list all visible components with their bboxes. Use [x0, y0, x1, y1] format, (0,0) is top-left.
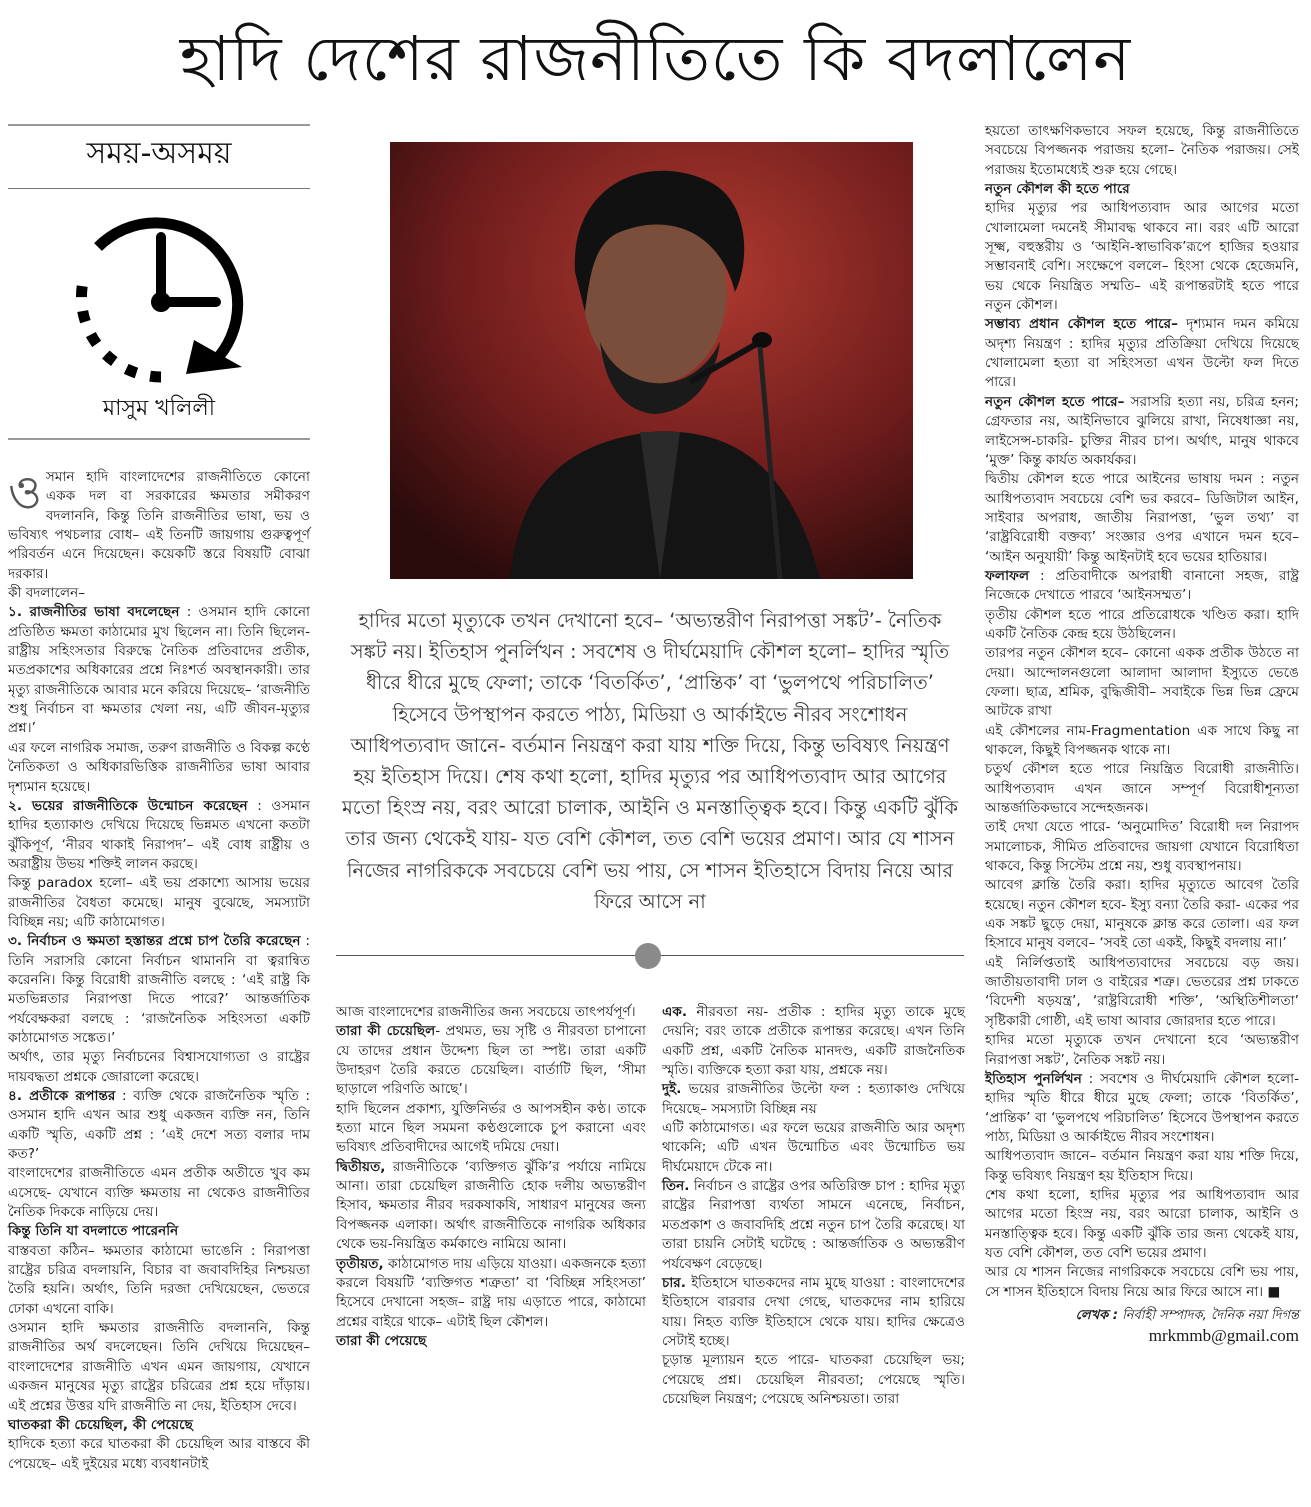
paragraph [985, 606, 1299, 645]
paragraph-text: বাস্তবতা কঠিন– ক্ষমতার কাঠামো ভাঙেনি : নিরাপত্তা রাষ্ট্রের চরিত্র বদলায়নি, বিচার বা জবাবদিহির নিশ্চয়তা তৈরি হয়নি। অর্থাৎ, তিনি দরজা দেখিয়েছেন, ভেতরে ঢোকা এখনো বাকি। [8, 1242, 310, 1317]
paragraph-lead: ৪. প্রতীকে রূপান্তর [8, 1088, 116, 1104]
left-column [8, 122, 310, 1474]
article-column-3 [662, 1003, 965, 1409]
column-header [8, 122, 310, 440]
paragraph [985, 644, 1299, 721]
paragraph [336, 1255, 646, 1332]
paragraph [336, 1003, 646, 1022]
section-divider [336, 943, 964, 969]
paragraph [8, 1164, 310, 1222]
clock-with-arrow-icon [66, 202, 256, 392]
paragraph [8, 1242, 310, 1319]
paragraph-text: দৃশ্যমান দমন কমিয়ে অদৃশ্য নিয়ন্ত্রণ : হাদির মৃত্যুর প্রতিক্রিয়া দেখিয়ে দিয়েছে খোলামেলা হত্যা বা সহিংসতা এখন উল্টো ফল দিতে পারে। [985, 316, 1299, 391]
paragraph [985, 760, 1299, 818]
paragraph-text: সরাসরি হত্যা নয়, চরিত্র হনন; গ্রেফতার নয়, আইনিভাবে ঝুলিয়ে রাখা, নিষেধাজ্ঞা নয়, লাইসেন্স-চাকরি- চুক্তির নীরব চাপ। অর্থাৎ, মানুষ থাকবে ‘মুক্ত’ কিন্তু কার্যত অকার্যকর। [985, 393, 1299, 468]
paragraph-text: : ওসমান হাদি কোনো প্রতিষ্ঠিত ক্ষমতা কাঠামোর মুখ ছিলেন না। তিনি ছিলেন- রাষ্ট্রীয় সহিংসতার বিরুদ্ধে নৈতিক প্রতিবাদের প্রতীক, মতপ্রকাশের অধিকারের প্রশ্নে নিঃশর্ত অবস্থানকারী। তার মৃত্যু রাজনীতিকে আবার মনে করিয়ে দিয়েছে– ‘রাজনীতি শুধু নির্বাচন বা ক্ষমতার খেলা নয়, এটি জীবন-মৃত্যুর প্রশ্ন।’ [8, 604, 311, 737]
paragraph-text: নির্বাচন ও রাষ্ট্রের ওপর অতিরিক্ত চাপ : হাদির মৃত্যু রাষ্ট্রের নিরাপত্তা ব্যর্থতা সামনে এনেছে, নির্বাচন, মতপ্রকাশ ও জবাবদিহি প্রশ্নে নতুন চাপ তৈরি করেছে। যা তারা চায়নি সেটাই ঘটেছে : আন্তর্জাতিক ও অভ্যন্তরীণ পর্যবেক্ষণ বেড়েছে। [662, 1178, 965, 1272]
paragraph-text: : প্রতিবাদীকে অপরাধী বানানো সহজ, রাষ্ট্র নিজেকে দেখাতে পারবে ‘আইনসম্মত’। [985, 567, 1299, 604]
paragraph [8, 1048, 310, 1087]
paragraph [985, 1147, 1299, 1186]
paragraph [662, 1080, 965, 1119]
paragraph [8, 465, 310, 584]
paragraph-text: কাঠামোগত দায় এড়িয়ে যাওয়া। একজনকে হত্যা করলে বিষয়টি ‘ব্যক্তিগত শত্রুতা’ বা ‘বিচ্ছিন্ন সহিংসতা’ হিসেবে দেখানো সহজ– রাষ্ট্র দায় এড়াতে পারে, কাঠামো প্রশ্নের বাইরে থাকে– এটাই ছিল কৌশল। [336, 1255, 646, 1330]
paragraph-text: অর্থাৎ, তার মৃত্যু নির্বাচনের বিশ্বাসযোগ্যতা ও রাষ্ট্রের দায়বদ্ধতা প্রশ্নকে জোরালো করেছে। [8, 1049, 310, 1085]
column-name: সময়-অসময় [86, 136, 232, 171]
paragraph-lead: চার. [662, 1274, 686, 1291]
lower-columns [336, 1003, 964, 1409]
paragraph-lead: ২. ভয়ের রাজনীতিকে উন্মোচন করেছেন [8, 797, 248, 814]
paragraph-lead: ১. রাজনীতির ভাষা বদলেছেন [8, 604, 180, 621]
paragraph-text: : তিনি সরাসরি কোনো নির্বাচন থামাননি বা ত্বরান্বিত করেননি। কিন্তু বিরোধী রাজনীতি বলছে : ‘এই রাষ্ট্র কি মতভিন্নতার নিরাপত্তা দিতে পারে?’ আন্তর্জাতিক পর্যবেক্ষকরা বলছে : ‘রাজনৈতিক সহিংসতা একটি কাঠামোগত সঙ্কেত।’ [8, 933, 311, 1046]
headline: হাদি দেশের রাজনীতিতে কি বদলালেন [179, 22, 1132, 95]
paragraph [985, 818, 1299, 876]
paragraph-text: আবেগ ক্লান্তি তৈরি করা। হাদির মৃত্যুতে আবেগ তৈরি হয়েছে। নতুন কৌশল হবে- ইস্যু বন্যা তৈরি করা- একের পর এক সঙ্কট ছুড়ে দেয়া, মানুষকে ক্লান্ত করে তোলা। এর ফল হিসাবে মানুষ বলবে– ‘সবই তো একই, কিছুই বদলায় না।’ [985, 877, 1299, 952]
paragraph-text: হয়তো তাৎক্ষণিকভাবে সফল হয়েছে, কিন্তু রাজনীতিতে সবচেয়ে বিপজ্জনক পরাজয় হলো– নৈতিক পরাজয়। সেই পরাজয় ইতোমধ্যেই শুরু হয়ে গেছে। [985, 123, 1299, 178]
paragraph-text: চতুর্থ কৌশল হতে পারে নিয়ন্ত্রিত বিরোধী রাজনীতি। আধিপত্যবাদ এখন জানে সম্পূর্ণ বিরোধীশূন্যতা আন্তর্জাতিকভাবে সন্দেহজনক। [985, 761, 1299, 817]
paragraph-lead: এক. [662, 1004, 688, 1021]
byline [985, 1306, 1299, 1325]
paragraph-text: এর ফলে নাগরিক সমাজ, তরুণ রাজনীতি ও বিকল্প কণ্ঠে নৈতিকতা ও অধিকারভিত্তিক রাজনীতির ভাষা আবার দৃশ্যমান হয়েছে। [8, 739, 310, 795]
paragraph-text: - প্রথমত, ভয় সৃষ্টি ও নীরবতা চাপানো যে তাদের প্রধান উদ্দেশ্য ছিল তা স্পষ্ট। তারা একটি উদাহরণ তৈরি করতে চেয়েছিল। বার্তাটি ছিল, ‘সীমা ছাড়ালে পরিণতি আছে’। [336, 1023, 646, 1098]
paragraph [985, 1263, 1299, 1302]
paragraph-text: এটি কাঠামোগত। এর ফলে ভয়ের রাজনীতি আর অদৃশ্য থাকেনি; এটি এখন উন্মোচিত এবং উন্মোচিত ভয় দীর্ঘমেয়াদে টেকে না। [662, 1120, 965, 1175]
paragraph-lead: তৃতীয়ত, [336, 1255, 384, 1272]
paragraph [336, 1022, 646, 1099]
paragraph-lead: ফলাফল [985, 567, 1030, 584]
pull-quote: হাদির মতো মৃত্যুকে তখন দেখানো হবে– ‘অভ্যন্তরীণ নিরাপত্তা সঙ্কট’- নৈতিক সঙ্কট নয়। ইতিহাস পুনর্লিখন : সবশেষ ও দীর্ঘমেয়াদি কৌশল হলো– হাদির স্মৃতি ধীরে ধীরে মুছে ফেলা; তাকে ‘বিতর্কিত’, ‘প্রান্তিক’ বা ‘ভুলপথে পরিচালিত’ হিসেবে উপস্থাপন করতে পাঠ্য, মিডিয়া ও আর্কাইভে নীরব সংশোধন আধিপত্যবাদ জানে- বর্তমান নিয়ন্ত্রণ করা যায় শক্তি দিয়ে, কিন্তু ভবিষ্যৎ নিয়ন্ত্রণ হয় ইতিহাস দিয়ে। শেষ কথা হলো, হাদির মৃত্যুর পর আধিপত্যবাদ আর আগের মতো হিংস্র নয়, বরং আরো চালাক, আইনি ও মনস্তাত্ত্বিক হবে। কিন্তু একটি ঝুঁকি তার জন্য থেকেই যায়- যত বেশি কৌশল, তত বেশি ভয়ের প্রমাণ। আর যে শাসন নিজের নাগরিককে সবচেয়ে বেশি ভয় পায়, সে শাসন ইতিহাসে বিদায় নিয়ে আর ফিরে আসে না [341, 609, 959, 913]
paragraph [8, 797, 310, 874]
paragraph-text: ওসমান হাদি ক্ষমতার রাজনীতি বদলাননি, কিন্তু রাজনীতির অর্থ বদলেছেন। তিনি দেখিয়ে দিয়েছেন– বাংলাদেশের রাজনীতি এখন এমন জায়গায়, যেখানে একজন মানুষের মৃত্যু রাষ্ট্রের চরিত্রের প্রশ্ন হয়ে দাঁড়ায়। এই প্রশ্নের উত্তর যদি রাজনীতি না দেয়, ইতিহাস দেবে। [8, 1320, 310, 1414]
paragraph-text: আর যে শাসন নিজের নাগরিককে সবচেয়ে বেশি ভয় পায়, সে শাসন ইতিহাসে বিদায় নিয়ে আর ফিরে আসে না। ■ [985, 1264, 1299, 1300]
paragraph-text: চূড়ান্ত মূল্যায়ন হতে পারে- ঘাতকরা চেয়েছিল ভয়; পেয়েছে প্রশ্ন। চেয়েছিল নীরবতা; পেয়েছে স্মৃতি। চেয়েছিল নিয়ন্ত্রণ; পেয়েছে অনিশ্চয়তা। তারা [662, 1352, 965, 1407]
paragraph-text: সমান হাদি বাংলাদেশের রাজনীতিতে কোনো একক দল বা সরকারের ক্ষমতার সমীকরণ বদলাননি, কিন্তু তিনি রাজনীতির ভাষা, ভয় ও ভবিষ্যৎ পথচলার বোধ– এই তিনটি জায়গায় গুরুত্বপূর্ণ পরিবর্তন এনে দিয়েছেন। কয়েকটি স্তরে বিষয়টি বোঝা দরকার। [8, 469, 310, 582]
paragraph [985, 1070, 1299, 1147]
subheading: কিন্তু তিনি যা বদলাতে পারেননি [8, 1223, 179, 1240]
article-column-1 [8, 465, 311, 1474]
author-name: মাসুম খলিলী [102, 396, 216, 421]
paragraph-text: আধিপত্যবাদ জানে– বর্তমান নিয়ন্ত্রণ করা যায় শক্তি দিয়ে, কিন্তু ভবিষ্যৎ নিয়ন্ত্রণ হয় ইতিহাস দিয়ে। [985, 1148, 1299, 1184]
paragraph [985, 199, 1299, 315]
paragraph [8, 584, 310, 603]
article-column-2 [336, 1003, 646, 1351]
paragraph-lead: ৩. নির্বাচন ও ক্ষমতা হস্তান্তর প্রশ্নে চাপ তৈরি করেছেন [8, 933, 301, 950]
subheading: নতুন কৌশল কী হতে পারে [985, 181, 1130, 198]
paragraph-text: হাদি ছিলেন প্রকাশ্য, যুক্তিনির্ভর ও আপসহীন কণ্ঠ। তাকে হত্যা মানে ছিল সমমনা কণ্ঠগুলোকে চুপ করানো এবং ভবিষ্যৎ প্রতিবাদীদের আগেই দমিয়ে দেয়া। [336, 1100, 646, 1156]
byline-label: লেখক : [1075, 1307, 1118, 1323]
paragraph [662, 1177, 965, 1274]
article-body [0, 122, 1311, 1474]
paragraph-text: নীরবতা নয়- প্রতীক : হাদির মৃত্যু তাকে মুছে দেয়নি; বরং তাকে প্রতীকে রূপান্তর করেছে। এখন তিনি একটি প্রশ্ন, একটি নৈতিক মানদণ্ড, একটি রাজনৈতিক স্মৃতি। ব্যক্তিকে হত্যা করা যায়, প্রশ্নকে নয়। [662, 1004, 965, 1079]
paragraph [662, 1274, 965, 1351]
paragraph [8, 1087, 310, 1164]
paragraph [336, 1100, 646, 1158]
paragraph-text: দ্বিতীয় কৌশল হতে পারে আইনের ভাষায় দমন : নতুন আধিপত্যবাদ সবচেয়ে বেশি ভর করবে– ডিজিটাল আইন, সাইবার অপরাধ, জাতীয় নিরাপত্তা, ‘ভুল তথ্য’ বা ‘রাষ্ট্রবিরোধী বক্তব্য’ সংজ্ঞার ওপর এখানে দমন হবে– ‘আইন অনুযায়ী’ কিন্তু আইনটাই হবে ভয়ের হাতিয়ার। [985, 471, 1299, 565]
paragraph-text: কিন্তু paradox হলো– এই ভয় প্রকাশ্যে আসায় ভয়ের রাজনীতির বৈধতা কমেছে। মানুষ বুঝেছে, সমস্যাটা বিচ্ছিন্ন নয়; এটি কাঠামোগত। [8, 875, 310, 930]
paragraph-text: আজ বাংলাদেশের রাজনীতির জন্য সবচেয়ে তাৎপর্যপূর্ণ। [336, 1004, 636, 1021]
paragraph-text: হাদিকে হত্যা করে ঘাতকরা কী চেয়েছিল আর বাস্তবে কী পেয়েছে– এই দুইয়ের মধ্যে ব্যবধানটাই [8, 1436, 310, 1472]
paragraph [662, 1119, 965, 1177]
paragraph-text: : সবশেষ ও দীর্ঘমেয়াদি কৌশল হলো- হাদির স্মৃতি ধীরে ধীরে মুছে ফেলা; তাকে ‘বিতর্কিত’, ‘প্রান্তিক’ বা ‘ভুলপথে পরিচালিত’ হিসেবে উপস্থাপন করতে পাঠ্য, মিডিয়া ও আর্কাইভে নীরব সংশোধন। [985, 1070, 1299, 1145]
divider [8, 438, 310, 440]
paragraph-lead: তিন. [662, 1178, 690, 1195]
paragraph-text: হাদির মতো মৃত্যুকে তখন দেখানো হবে ‘অভ্যন্তরীণ নিরাপত্তা সঙ্কট’, নৈতিক সঙ্কট নয়। [985, 1032, 1299, 1068]
paragraph [985, 567, 1299, 606]
paragraph-text: কী বদলালেন– [8, 585, 86, 602]
paragraph-lead: সম্ভাব্য প্রধান কৌশল হতে পারে– [985, 316, 1178, 333]
divider [8, 188, 310, 189]
paragraph-text: রাজনীতিকে ‘ব্যক্তিগত ঝুঁকি’র পর্যায়ে নামিয়ে আনা। তারা চেয়েছিল রাজনীতি হোক দলীয় অভ্যন্তরীণ হিসাব, ক্ষমতার নীরব দরকষাকষি, সাধারণ মানুষের জন্য বিপজ্জনক এলাকা। অর্থাৎ রাজনীতিকে নাগরিক অধিকার থেকে ভয়-নিয়ন্ত্রিত কর্মকাণ্ডে নামিয়ে আনা। [336, 1158, 646, 1253]
paragraph-text: : ব্যক্তি থেকে রাজনৈতিক স্মৃতি : ওসমান হাদি এখন আর শুধু একজন ব্যক্তি নন, তিনি একটি স্মৃতি, একটি প্রশ্ন : ‘এই দেশে সত্য বলার দাম কত?’ [8, 1088, 310, 1163]
paragraph [8, 1435, 310, 1474]
paragraph-lead: দুই. [662, 1081, 682, 1098]
paragraph [8, 1319, 310, 1416]
paragraph [8, 932, 310, 1048]
paragraph-text: : ওসমান হাদির হত্যাকাণ্ড দেখিয়ে দিয়েছে ভিন্নমত এখনো কতটা ঝুঁকিপূর্ণ, ‘নীরব থাকাই নিরাপদ’– এই বোধ রাষ্ট্রীয় ও অরাষ্ট্রীয় উভয় শক্তিই লালন করছে। [8, 797, 310, 872]
paragraph [662, 1351, 965, 1409]
paragraph [985, 1031, 1299, 1070]
byline-role: নির্বাহী সম্পাদক, দৈনিক নয়া দিগন্ত [1117, 1307, 1299, 1323]
paragraph [985, 470, 1299, 567]
paragraph [985, 393, 1299, 470]
paragraph-lead: দ্বিতীয়ত, [336, 1158, 386, 1175]
paragraph-lead: ইতিহাস পুনর্লিখন [985, 1070, 1082, 1087]
paragraph [985, 722, 1299, 761]
author-email: mrkmmb@gmail.com [1148, 1325, 1299, 1345]
paragraph [662, 1003, 965, 1080]
subheading: তারা কী পেয়েছে [336, 1332, 427, 1349]
article-column-4 [985, 122, 1299, 1302]
paragraph-text: এই কৌশলের নাম-Fragmentation এক সাথে কিছু না থাকলে, কিছুই বিপজ্জনক থাকে না। [985, 722, 1299, 758]
center-column [336, 122, 964, 1409]
paragraph-text: তারপর নতুন কৌশল হবে– কোনো একক প্রতীক উঠতে না দেয়া। আন্দোলনগুলো আলাদা আলাদা ইস্যুতে ভেঙে ফেলা। ছাত্র, শ্রমিক, বুদ্ধিজীবী– সবাইকে ভিন্ন ভিন্ন ফ্রেমে আটকে রাখা [985, 645, 1299, 720]
paragraph-text: শেষ কথা হলো, হাদির মৃত্যুর পর আধিপত্যবাদ আর আগের মতো হিংস্র নয়, বরং আরো চালাক, আইনি ও মনস্তাত্ত্বিক হবে। কিন্তু একটি ঝুঁকি তার জন্য থেকেই যায়, যত বেশি কৌশল, তত বেশি ভয়ের প্রমাণ। [985, 1186, 1299, 1261]
paragraph [985, 876, 1299, 953]
paragraph-text: ইতিহাসে ঘাতকদের নাম মুছে যাওয়া : বাংলাদেশের ইতিহাসে বারবার দেখা গেছে, ঘাতকদের নাম হারিয়ে যায়। নিহত ব্যক্তি ইতিহাসে থেকে যায়। হাদির ক্ষেত্রেও সেটাই হচ্ছে। [662, 1274, 965, 1349]
right-column [985, 122, 1299, 1347]
paragraph [985, 1186, 1299, 1263]
paragraph [8, 739, 310, 797]
paragraph-text: ভয়ের রাজনীতির উল্টো ফল : হত্যাকাণ্ড দেখিয়ে দিয়েছে– সমস্যাটা বিচ্ছিন্ন নয় [662, 1081, 965, 1117]
speaker-photo-illustration [390, 142, 913, 579]
paragraph-lead: তারা কী চেয়েছিল [336, 1023, 436, 1040]
subheading: ঘাতকরা কী চেয়েছিল, কী পেয়েছে [8, 1416, 193, 1433]
article-photo [390, 142, 913, 579]
paragraph-text: এই নির্লিপ্ততাই আধিপত্যবাদের সবচেয়ে বড় জয়। জাতীয়তাবাদী ঢাল ও বাইরের শত্রু। ভেতরের প্রশ্ন ঢাকতে ‘বিদেশী ষড়যন্ত্র’, ‘রাষ্ট্রবিরোধী শক্তি’, ‘অস্থিতিশীলতা’ সৃষ্টিকারী গোষ্ঠী, এই ভাষা আবার জোরদার হতে পারে। [985, 954, 1299, 1029]
paragraph-text: তৃতীয় কৌশল হতে পারে প্রতিরোধকে খণ্ডিত করা। হাদি একটি নৈতিক কেন্দ্র হয়ে উঠছিলেন। [985, 606, 1299, 642]
paragraph-text: বাংলাদেশের রাজনীতিতে এমন প্রতীক অতীতে খুব কম এসেছে- যেখানে ব্যক্তি ক্ষমতায় না থেকেও রাজনীতির নৈতিক দিককে নাড়িয়ে দেয়। [8, 1165, 310, 1221]
paragraph-text: হাদির মৃত্যুর পর আধিপত্যবাদ আর আগের মতো খোলামেলা দমনেই সীমাবদ্ধ থাকবে না। বরং এটি আরো সূক্ষ্ম, বহুস্তরীয় ও ‘আইনি-স্বাভাবিক’রূপে হাজির হওয়ার সম্ভাবনাই বেশি। সংক্ষেপে বললে– হিংসা থেকে হেজেমনি, ভয় থেকে নিয়ন্ত্রিত সম্মতি– এই রূপান্তরটাই হতে পারে নতুন কৌশল। [985, 200, 1299, 314]
paragraph-lead: নতুন কৌশল হতে পারে– [985, 393, 1125, 410]
paragraph [8, 603, 310, 738]
drop-cap: ও [8, 465, 42, 519]
divider-dot [635, 943, 661, 969]
paragraph [985, 122, 1299, 180]
paragraph [336, 1158, 646, 1255]
paragraph-text: তাই দেখা যেতে পারে- ‘অনুমোদিত’ বিরোধী দল নিরাপদ সমালোচক, সীমিত প্রতিবাদের জায়গা যেখানে বিরোধিতা থাকবে, কিন্তু সিস্টেম প্রশ্নে নয়, শুধু ব্যবস্থাপনায়। [985, 819, 1299, 875]
paragraph [8, 874, 310, 932]
divider [8, 124, 310, 126]
paragraph [985, 315, 1299, 392]
paragraph [985, 954, 1299, 1031]
